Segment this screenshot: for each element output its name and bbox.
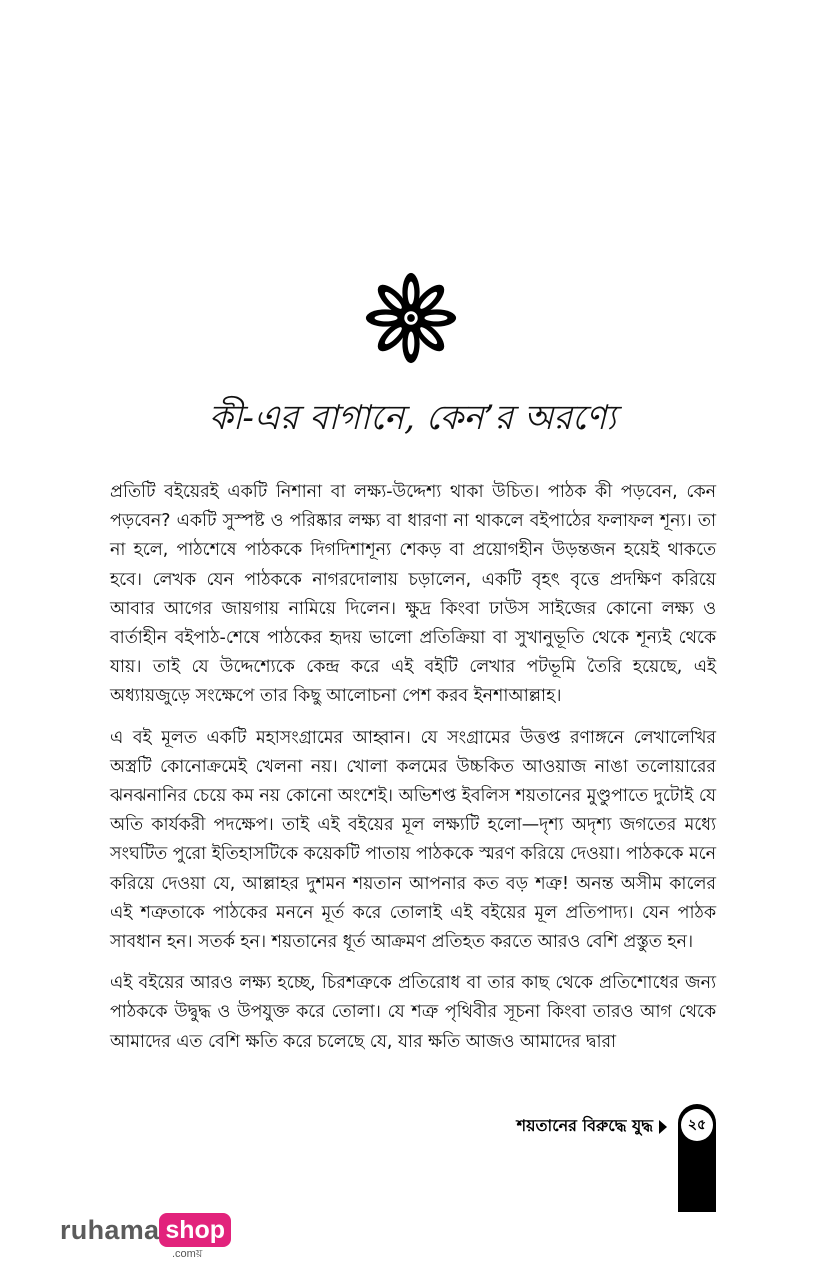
footer-book-title: শয়তানের বিরুদ্ধে যুদ্ধ	[516, 1116, 653, 1135]
watermark-logo	[60, 1213, 231, 1260]
paragraph-2: এ বই মূলত একটি মহাসংগ্রামের আহ্বান। যে সংগ্রামের উত্তপ্ত রণাঙ্গনে লেখালেখির অস্ত্রটি কোনোক্রমেই খেলনা নয়। খোলা কলমের উচ্চকিত আওয়াজ নাঙা তলোয়ারের ঝনঝনানির চেয়ে কম নয় কোনো অংশেই। অভিশপ্ত ইবলিস শয়তানের মুণ্ডুপাতে দুটোই যে অতি কার্যকরী পদক্ষেপ। তাই এই বইয়ের মূল লক্ষ্যটি হলো—দৃশ্য অদৃশ্য জগতের মধ্যে সংঘটিত পুরো ইতিহাসটিকে কয়েকটি পাতায় পাঠককে স্মরণ করিয়ে দেওয়া। পাঠককে মনে করিয়ে দেওয়া যে, আল্লাহর দুশমন শয়তান আপনার কত বড় শত্রু! অনন্ত অসীম কালের এই শত্রুতাকে পাঠকের মননে মূর্ত করে তোলাই এই বইয়ের মূল প্রতিপাদ্য। যেন পাঠক সাবধান হন। সতর্ক হন। শয়তানের ধূর্ত আক্রমণ প্রতিহত করতে আরও বেশি প্রস্তুত হন।	[110, 727, 716, 953]
logo-text-shop: shop	[159, 1213, 231, 1247]
flower-ornament-icon	[363, 270, 459, 366]
logo-text-ruhama: ruhama	[60, 1215, 160, 1245]
chapter-title: কী-এর বাগানে, কেন’র অরণ্যে	[208, 398, 617, 438]
body-text	[110, 478, 716, 1069]
paragraph-3: এই বইয়ের আরও লক্ষ্য হচ্ছে, চিরশত্রুকে প্রতিরোধ বা তার কাছ থেকে প্রতিশোধের জন্য পাঠককে উদ্বুদ্ধ ও উপযুক্ত করে তোলা। যে শত্রু পৃথিবীর সূচনা কিংবা তারও আগ থেকে আমাদের এত বেশি ক্ষতি করে চলেছে যে, যার ক্ষতি আজও আমাদের দ্বারা	[110, 973, 716, 1052]
page-number: ২৫	[681, 1109, 713, 1141]
paragraph-1: প্রতিটি বইয়েরই একটি নিশানা বা লক্ষ্য-উদ্দেশ্য থাকা উচিত। পাঠক কী পড়বেন, কেন পড়বেন? একটি সুস্পষ্ট ও পরিষ্কার লক্ষ্য বা ধারণা না থাকলে বইপাঠের ফলাফল শূন্য। তা না হলে, পাঠশেষে পাঠককে দিগদিশাশূন্য শেকড় বা প্রয়োগহীন উড়ন্তজন হয়েই থাকতে হবে। লেখক যেন পাঠককে নাগরদোলায় চড়ালেন, একটি বৃহৎ বৃত্তে প্রদক্ষিণ করিয়ে আবার আগের জায়গায় নামিয়ে দিলেন। ক্ষুদ্র কিংবা ঢাউস সাইজের কোনো লক্ষ্য ও বার্তাহীন বইপাঠ-শেষে পাঠকের হৃদয় ভালো প্রতিক্রিয়া বা সুখানুভূতি থেকে শূন্যই থেকে যায়। তাই যে উদ্দেশ্যেকে কেন্দ্র করে এই বইটি লেখার পটভূমি তৈরি হয়েছে, এই অধ্যায়জুড়ে সংক্ষেপে তার কিছু আলোচনা পেশ করব ইনশাআল্লাহ।	[110, 482, 716, 707]
triangle-right-icon	[659, 1120, 667, 1134]
logo-domain: .comয়	[172, 1248, 203, 1260]
running-footer	[517, 1113, 667, 1140]
